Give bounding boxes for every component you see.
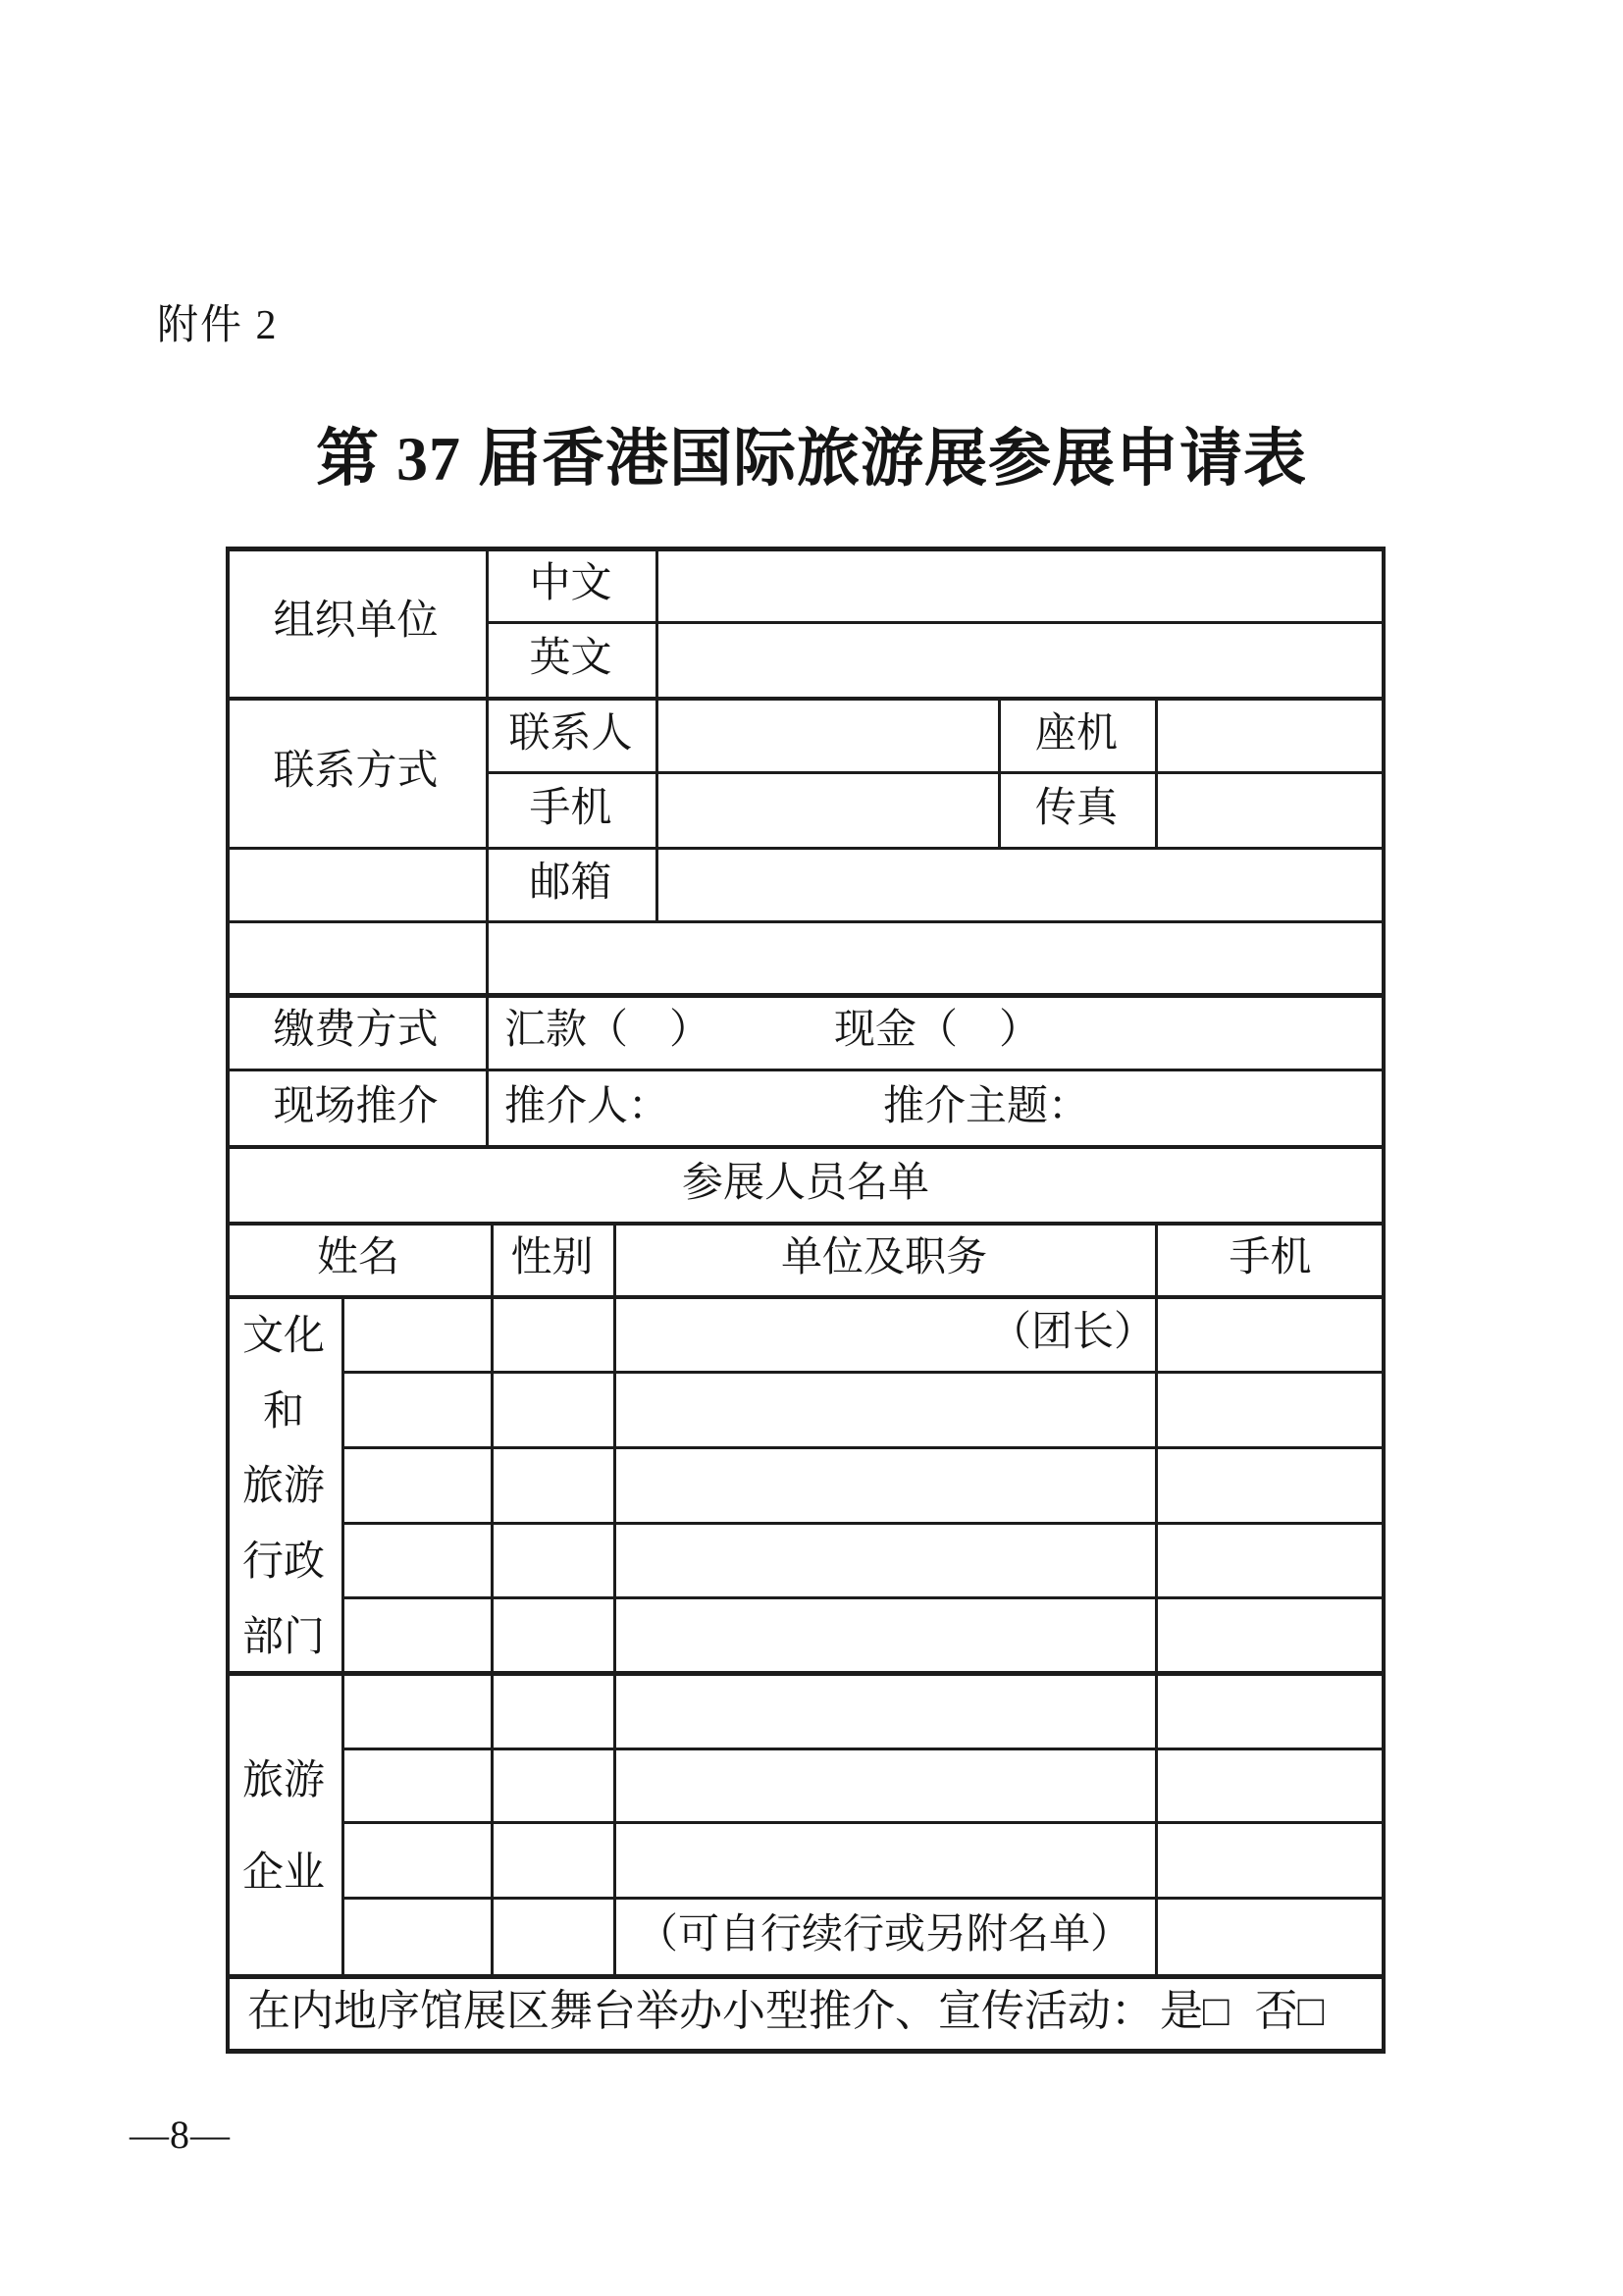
grid-line [226, 1671, 1386, 1676]
payment-remit-option: 汇款（ ） [504, 1008, 711, 1054]
onsite-promo-label: 现场推介 [273, 1083, 439, 1129]
payment-options-cell [486, 993, 1404, 1069]
blank-row-cell [226, 920, 1386, 993]
category-text-line: 旅游 [241, 1757, 325, 1803]
grid-line [341, 1446, 1386, 1449]
participant-list-title: 参展人员名单 [681, 1160, 929, 1206]
grid-line [341, 1522, 1386, 1525]
header-gender: 性别 [510, 1235, 594, 1281]
header-name: 姓名 [316, 1235, 399, 1281]
org-english-input-cell [655, 621, 1386, 697]
promo-person-label: 推介人： [504, 1083, 670, 1129]
grid-line [341, 1371, 1386, 1374]
category-text-line: 旅游 [241, 1464, 325, 1510]
category-text-line: 部门 [241, 1614, 325, 1660]
category-text-line: 和 [262, 1388, 304, 1435]
stage-activity-question-row [226, 1974, 1407, 2049]
payment-cash-option: 现金（ ） [834, 1008, 1041, 1054]
org-unit-label: 组织单位 [273, 599, 439, 645]
payment-method-label: 缴费方式 [273, 1008, 439, 1054]
fax-label: 传真 [1034, 786, 1118, 832]
org-chinese-input-cell [655, 547, 1386, 621]
attachment-label: 附件 2 [157, 303, 279, 348]
landline-label: 座机 [1034, 710, 1118, 757]
grid-line [491, 1222, 494, 1974]
category-text-line: 企业 [241, 1850, 325, 1896]
category-text-line: 行政 [241, 1539, 325, 1586]
category-tourism-enterprises [226, 1671, 341, 1974]
category-text-line: 文化 [241, 1314, 325, 1360]
table-border-bottom [226, 2049, 1386, 2054]
yes-checkbox-option: 是□ [1160, 1986, 1230, 2035]
continue-list-note: （可自行续行或另附名单） [636, 1912, 1131, 1958]
promo-fields-cell [486, 1069, 1404, 1145]
fax-input-cell [1155, 771, 1386, 847]
grid-line [341, 1295, 344, 1974]
promo-theme-label: 推介主题： [883, 1083, 1090, 1129]
org-chinese-label: 中文 [529, 560, 612, 606]
landline-input-cell [1155, 697, 1386, 771]
no-checkbox-option: 否□ [1254, 1986, 1325, 2035]
stage-activity-question: 在内地序馆展区舞台举办小型推介、宣传活动： [247, 1986, 1154, 2035]
mobile-input-cell [655, 771, 998, 847]
contact-method-label: 联系方式 [273, 749, 439, 795]
mobile-label: 手机 [529, 786, 612, 832]
page-title: 第 37 届香港国际旅游展参展申请表 [316, 424, 1307, 494]
grid-line [341, 1596, 1386, 1599]
grid-line [341, 1821, 1386, 1824]
contact-person-input-cell [655, 697, 998, 771]
grid-line [341, 1748, 1386, 1750]
header-mobile: 手机 [1229, 1235, 1312, 1281]
category-culture-tourism-admin [226, 1295, 341, 1671]
header-unit-position: 单位及职务 [780, 1235, 987, 1281]
org-english-label: 英文 [529, 636, 612, 682]
email-label: 邮箱 [529, 861, 612, 907]
contact-person-label: 联系人 [508, 710, 633, 757]
email-input-cell [655, 847, 1386, 920]
page-number: —8— [130, 2113, 231, 2157]
team-leader-note: （团长） [989, 1310, 1155, 1356]
